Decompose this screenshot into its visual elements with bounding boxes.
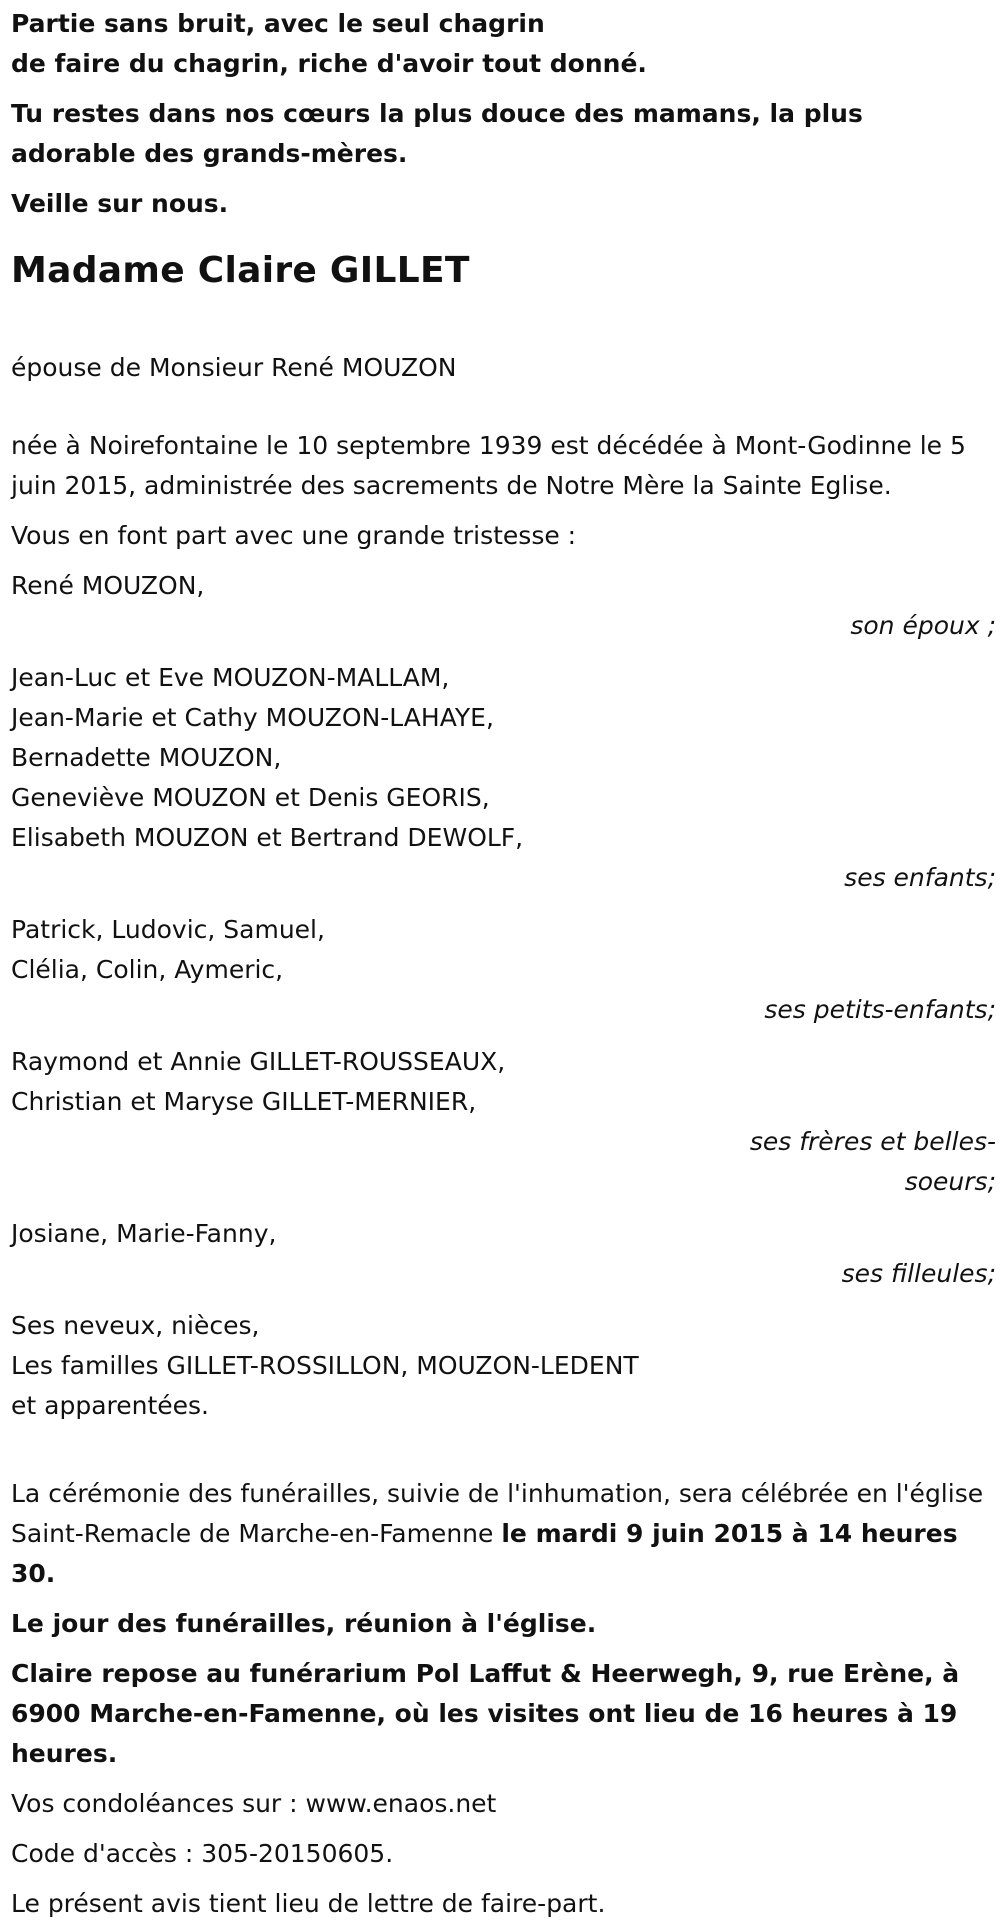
birth-death-paragraph: née à Noirefontaine le 10 septembre 1939 est décédée à Mont-Godinne le 5 juin 2015, administrée des sacrements de Notre Mère la Sainte Eglise. <box>11 431 966 500</box>
intro-line-3: Tu restes dans nos cœurs la plus douce des mamans, la plus adorable des grands-mères. <box>11 99 863 168</box>
family-name: Elisabeth MOUZON et Bertrand DEWOLF, <box>11 823 524 852</box>
spouse-line: épouse de Monsieur René MOUZON <box>11 353 457 382</box>
family-name: Josiane, Marie-Fanny, <box>11 1219 277 1248</box>
intro-line-4: Veille sur nous. <box>11 189 229 218</box>
announcement-line: Vous en font part avec une grande tristesse : <box>11 521 577 550</box>
intro-poem <box>11 4 996 224</box>
ceremony-section <box>11 1474 996 1924</box>
meeting-line: Le jour des funérailles, réunion à l'église. <box>11 1609 597 1638</box>
family-group-grandchildren <box>11 910 996 1030</box>
family-group-children <box>11 658 996 898</box>
family-group-goddaughters <box>11 1214 996 1294</box>
intro-line-1: Partie sans bruit, avec le seul chagrin <box>11 9 545 38</box>
family-group-siblings <box>11 1042 996 1202</box>
family-list <box>11 566 996 1294</box>
other-relatives-line-3: et apparentées. <box>11 1391 209 1420</box>
family-name: Jean-Marie et Cathy MOUZON-LAHAYE, <box>11 703 494 732</box>
family-relation: ses enfants; <box>844 863 996 892</box>
family-name: Clélia, Colin, Aymeric, <box>11 955 284 984</box>
funerarium-paragraph: Claire repose au funérarium Pol Laffut & Heerwegh, 9, rue Erène, à 6900 Marche-en-Famenne, où les visites ont lieu de 16 heures à 19 heures. <box>11 1659 960 1768</box>
obituary-column <box>11 4 996 1924</box>
family-name: Bernadette MOUZON, <box>11 743 282 772</box>
family-name: Patrick, Ludovic, Samuel, <box>11 915 325 944</box>
family-group-spouse <box>11 566 996 646</box>
family-name: Jean-Luc et Eve MOUZON-MALLAM, <box>11 663 450 692</box>
family-name: Christian et Maryse GILLET-MERNIER, <box>11 1087 477 1116</box>
other-relatives-line-2: Les familles GILLET-ROSSILLON, MOUZON-LEDENT <box>11 1351 639 1380</box>
notice-line: Le présent avis tient lieu de lettre de faire-part. <box>11 1889 606 1918</box>
condolences-line: Vos condoléances sur : www.enaos.net <box>11 1789 497 1818</box>
deceased-name-title: Madame Claire GILLET <box>11 250 470 291</box>
family-relation: ses frères et belles-soeurs; <box>749 1127 996 1196</box>
ceremony-date: le mardi 9 juin 2015 à 14 heures 30. <box>11 1519 958 1588</box>
family-name: Geneviève MOUZON et Denis GEORIS, <box>11 783 490 812</box>
other-relatives <box>11 1306 996 1426</box>
family-name: René MOUZON, <box>11 571 205 600</box>
ceremony-paragraph <box>11 1474 996 1594</box>
other-relatives-line-1: Ses neveux, nièces, <box>11 1311 260 1340</box>
ceremony-text: La cérémonie des funérailles, suivie de l'inhumation, sera célébrée en l'église Saint-Remacle de Marche-en-Famenne <box>11 1479 984 1548</box>
family-relation: ses petits-enfants; <box>764 995 996 1024</box>
family-relation: son époux ; <box>850 611 996 640</box>
family-relation: ses filleules; <box>841 1259 996 1288</box>
intro-line-2: de faire du chagrin, riche d'avoir tout donné. <box>11 49 647 78</box>
access-code-line: Code d'accès : 305-20150605. <box>11 1839 394 1868</box>
family-name: Raymond et Annie GILLET-ROUSSEAUX, <box>11 1047 506 1076</box>
